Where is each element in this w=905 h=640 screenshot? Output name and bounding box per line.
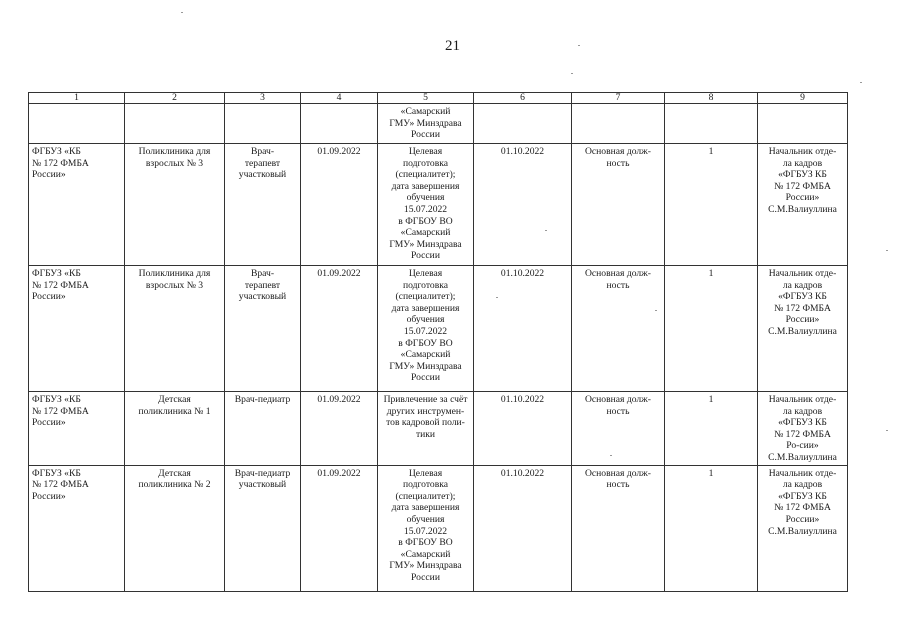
date-hire-cell: 01.10.2022 — [474, 465, 572, 591]
column-header: 8 — [665, 93, 758, 104]
contact-cell: Начальник отде- ла кадров «ФГБУЗ КБ № 172 ФМБА России» С.М.Валиуллина — [758, 266, 848, 392]
basis-cell: Привлечение за счёт других инструмен- тов кадровой поли- тики — [378, 392, 474, 466]
table-cell — [125, 104, 225, 144]
position-cell: Врач- терапевт участковый — [225, 266, 301, 392]
continuation-row — [29, 104, 848, 144]
table-cell — [29, 104, 125, 144]
table-cell — [572, 104, 665, 144]
column-header: 1 — [29, 93, 125, 104]
column-header: 4 — [301, 93, 378, 104]
table-row — [29, 266, 848, 392]
table-cell — [225, 104, 301, 144]
column-header: 6 — [474, 93, 572, 104]
column-header: 7 — [572, 93, 665, 104]
basis-cell: Целевая подготовка (специалитет); дата завершения обучения 15.07.2022 в ФГБОУ ВО «Самарский ГМУ» Минздрава России — [378, 465, 474, 591]
page-number: 21 — [445, 38, 460, 54]
basis-cell: Целевая подготовка (специалитет); дата завершения обучения 15.07.2022 в ФГБОУ ВО «Самарский ГМУ» Минздрава России — [378, 266, 474, 392]
count-cell: 1 — [665, 144, 758, 266]
job-type-cell: Основная долж- ность — [572, 266, 665, 392]
header-row — [29, 93, 848, 104]
column-header: 3 — [225, 93, 301, 104]
date-start-cell: 01.09.2022 — [301, 465, 378, 591]
scan-speck — [886, 250, 888, 251]
job-type-cell: Основная долж- ность — [572, 144, 665, 266]
scan-speck — [860, 82, 862, 83]
unit-cell: Поликлиника для взрослых № 3 — [125, 266, 225, 392]
scan-speck — [610, 455, 612, 456]
table-cell — [665, 104, 758, 144]
date-start-cell: 01.09.2022 — [301, 392, 378, 466]
org-cell: ФГБУЗ «КБ № 172 ФМБА России» — [29, 465, 125, 591]
position-cell: Врач- терапевт участковый — [225, 144, 301, 266]
table-cell — [474, 104, 572, 144]
count-cell: 1 — [665, 465, 758, 591]
scan-speck — [886, 430, 888, 431]
scan-speck — [545, 230, 547, 231]
org-cell: ФГБУЗ «КБ № 172 ФМБА России» — [29, 144, 125, 266]
scan-speck — [571, 73, 573, 74]
date-hire-cell: 01.10.2022 — [474, 266, 572, 392]
date-hire-cell: 01.10.2022 — [474, 144, 572, 266]
count-cell: 1 — [665, 392, 758, 466]
scan-speck — [181, 12, 183, 13]
date-hire-cell: 01.10.2022 — [474, 392, 572, 466]
contact-cell: Начальник отде- ла кадров «ФГБУЗ КБ № 172 ФМБА Ро-сии» С.М.Валиуллина — [758, 392, 848, 466]
position-cell: Врач-педиатр — [225, 392, 301, 466]
table-cell: «Самарский ГМУ» Минздрава России — [378, 104, 474, 144]
basis-cell: Целевая подготовка (специалитет); дата завершения обучения 15.07.2022 в ФГБОУ ВО «Самарский ГМУ» Минздрава России — [378, 144, 474, 266]
unit-cell: Детская поликлиника № 2 — [125, 465, 225, 591]
table-cell — [301, 104, 378, 144]
unit-cell: Поликлиника для взрослых № 3 — [125, 144, 225, 266]
contact-cell: Начальник отде- ла кадров «ФГБУЗ КБ № 172 ФМБА России» С.М.Валиуллина — [758, 144, 848, 266]
contact-cell: Начальник отде- ла кадров «ФГБУЗ КБ № 172 ФМБА России» С.М.Валиуллина — [758, 465, 848, 591]
position-cell: Врач-педиатр участковый — [225, 465, 301, 591]
vacancy-table — [28, 92, 848, 592]
table-row — [29, 144, 848, 266]
table-cell — [758, 104, 848, 144]
job-type-cell: Основная долж- ность — [572, 392, 665, 466]
org-cell: ФГБУЗ «КБ № 172 ФМБА России» — [29, 266, 125, 392]
table-row — [29, 465, 848, 591]
date-start-cell: 01.09.2022 — [301, 144, 378, 266]
scan-speck — [655, 310, 657, 311]
date-start-cell: 01.09.2022 — [301, 266, 378, 392]
org-cell: ФГБУЗ «КБ № 172 ФМБА России» — [29, 392, 125, 466]
column-header: 9 — [758, 93, 848, 104]
column-header: 5 — [378, 93, 474, 104]
job-type-cell: Основная долж- ность — [572, 465, 665, 591]
scan-speck — [578, 45, 580, 46]
unit-cell: Детская поликлиника № 1 — [125, 392, 225, 466]
scan-speck — [496, 297, 498, 298]
column-header: 2 — [125, 93, 225, 104]
table-row — [29, 392, 848, 466]
count-cell: 1 — [665, 266, 758, 392]
